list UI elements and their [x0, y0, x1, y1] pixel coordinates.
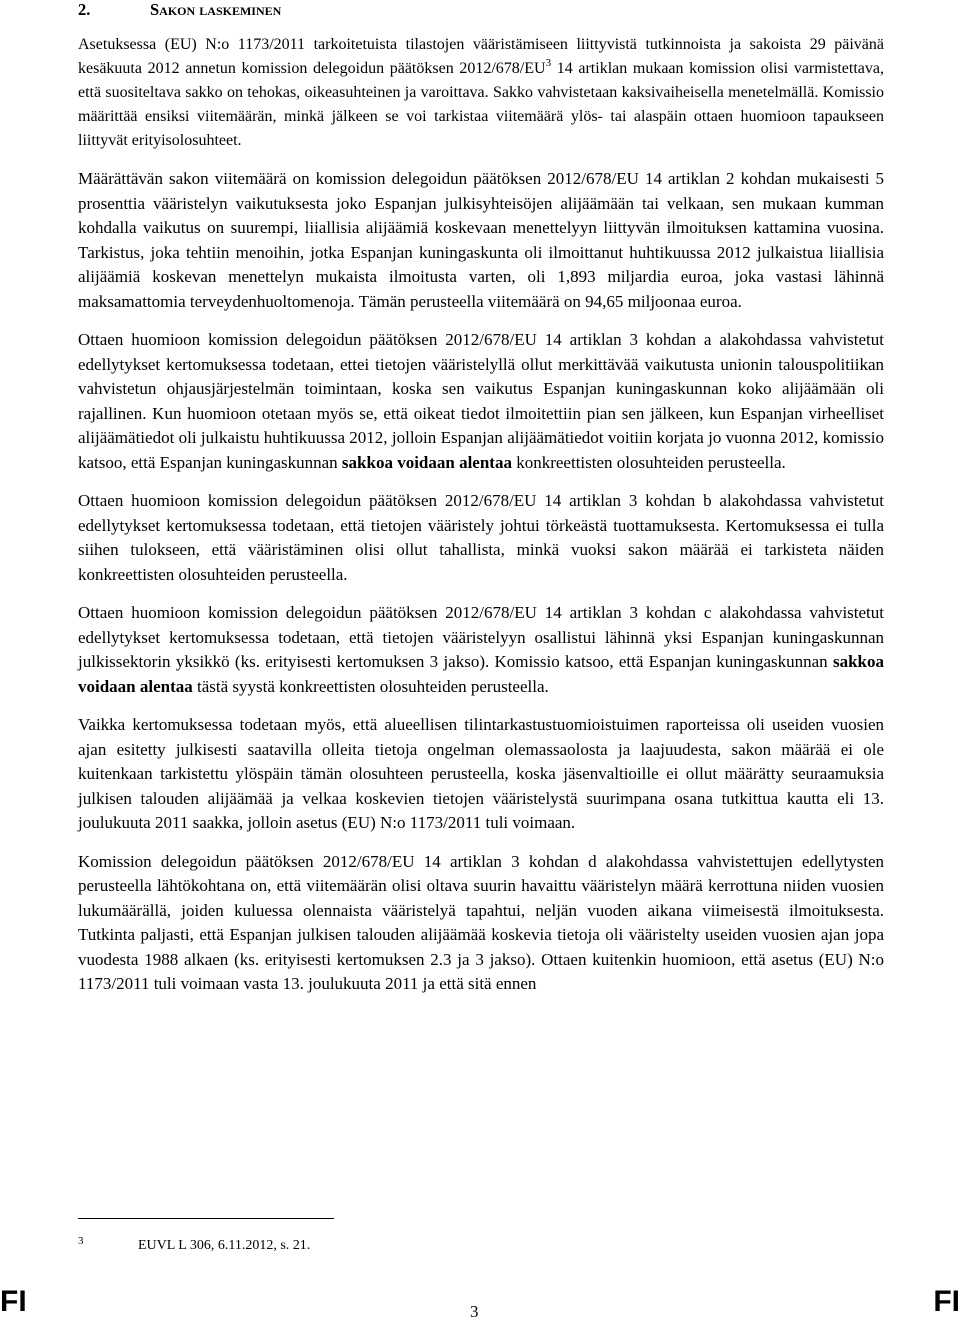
footnote-number: 3: [78, 1235, 84, 1247]
paragraph-text: tästä syystä konkreettisten olosuhteiden perusteella.: [192, 676, 549, 696]
paragraph-text: 14 artiklan mukaan komission olisi varmistettava, että suositeltava sakko on tehokas, oikeasuhteinen ja varoittava. Sakko vahvistetaan kaksivaiheisella menetelmällä. Komissio määrittää ensiksi viitemäärän, minkä jälkeen se voi tarkistaa viitemäärä ylös- tai alaspäin ottaen huomioon tapaukseen liittyvät erityisolosuhteet.: [78, 60, 884, 149]
paragraph: [78, 489, 884, 587]
paragraph-text: Vaikka kertomuksessa todetaan myös, että alueellisen tilintarkastustuomioistuimen raporteissa oli useiden vuosien ajan esitetty julkisesti saatavilla olleita tietoja ongelman olemassaolosta ja laajuudesta, sakon määrää ei ole kuitenkaan tarkistettu ylöspäin tämän olosuhteen perusteella, koska jäsenvaltioille ei ollut määrätty seuraamuksia julkisen talouden alijäämää ja velkaa koskevien tietojen vääristelystä suurimpana osana tutkittua kautta eli 13. joulukuuta 2011 saakka, jolloin asetus (EU) N:o 1173/2011 tuli voimaan.: [78, 715, 884, 832]
paragraph-text: Asetuksessa (EU) N:o 1173/2011 tarkoitetuista tilastojen vääristämiseen liittyvistä tutkinnoista ja sakoista 29 päivänä kesäkuuta 2012 annetun komission delegoidun päätöksen 2012/678/EU: [78, 36, 884, 77]
paragraph-text: Komission delegoidun päätöksen 2012/678/EU 14 artiklan 3 kohdan d alakohdassa vahvistettujen edellytysten perusteella lähtökohtana on, että viitemäärän olisi oltava suurin havaittu vääristelyn määrä kerrottuna niiden vuosien lukumäärällä, joiden kuluessa olennaista vääristelyä tapahtui, neljän vuoden aikana viimeisestä ilmoituksesta. Tutkinta paljasti, että Espanjan julkisen talouden alijäämää koskevia tietoja oli vääristelty useiden vuosien ajan jopa vuodesta 1988 alkaen (ks. erityisesti kertomuksen 2.3 ja 3 jakso). Ottaen kuitenkin huomioon, että asetus (EU) N:o 1173/2011 tuli voimaan vasta 13. joulukuuta 2011 ja että sitä ennen: [78, 851, 884, 993]
paragraph-text: Määrättävän sakon viitemäärä on komission delegoidun päätöksen 2012/678/EU 14 artiklan 2 kohdan mukaisesti 5 prosenttia vääristelyn vaikutuksesta joko Espanjan julkisyhteisöjen alijäämään tai velkaan, sen mukaan kumman kohdalla vaikutus on suurempi, liiallisia alijäämiä koskevaan menettelyyn liittyvän ilmoituksen kattamina vuosina. Tarkistus, joka tehtiin menoihin, jotka Espanjan kuningaskunta oli ilmoittanut huhtikuussa 2012 julkaistua liiallisia alijäämiä koskevan menettelyn mukaista ilmoitusta varten, oli 1,893 miljardia euroa, joka vastasi lähinnä maksamattomia terveydenhuoltomenoja. Tämän perusteella viitemäärä on 94,65 miljoonaa euroa.: [78, 169, 884, 311]
paragraph: [78, 328, 884, 475]
paragraph: [78, 713, 884, 836]
paragraph-text: Ottaen huomioon komission delegoidun päätöksen 2012/678/EU 14 artiklan 3 kohdan c alakohdassa vahvistetut edellytykset kertomuksessa todetaan, että tietojen vääristelyyn osallistui lähinnä yksi Espanjan kuningaskunnan julkissektorin yksikkö (ks. erityisesti kertomuksen 3 jakso). Komissio katsoo, että Espanjan kuningaskunnan: [78, 603, 884, 671]
footnote: [78, 1232, 310, 1255]
paragraph-text: Ottaen huomioon komission delegoidun päätöksen 2012/678/EU 14 artiklan 3 kohdan b alakohdassa vahvistetut edellytykset kertomuksessa todetaan, että tietojen vääristely johtui törkeästä tuottamuksesta. Kertomuksessa ei tulla siihen tulokseen, että vääristäminen olisi ollut tahallista, minkä vuoksi sakon määrää ei tarkisteta näiden konkreettisten olosuhteiden perusteella.: [78, 491, 884, 584]
section-number: 2.: [78, 0, 91, 19]
document-body: [78, 33, 884, 1011]
paragraph-text: konkreettisten olosuhteiden perusteella.: [511, 452, 786, 472]
language-code-left: FI: [0, 1285, 27, 1318]
language-code-right: FI: [933, 1285, 960, 1318]
footnote-reference: 3: [545, 57, 552, 69]
paragraph: [78, 601, 884, 699]
paragraph: [78, 167, 884, 314]
footnote-text: EUVL L 306, 6.11.2012, s. 21.: [138, 1238, 311, 1253]
paragraph: [78, 33, 884, 153]
paragraph-text: Ottaen huomioon komission delegoidun päätöksen 2012/678/EU 14 artiklan 3 kohdan a alakohdassa vahvistetut edellytykset kertomuksessa todetaan, ettei tietojen vääristelyllä ollut merkittävää vaikutusta unionin talouspolitiikan vahvistetun ohjausjärjestelmän toimintaan, koska sen vaikutus Espanjan kuningaskunnan koko alijäämään oli rajallinen. Kun huomioon otetaan myös se, että oikeat tiedot ilmoitettiin pian sen jälkeen, kun Espanjan virheelliset alijäämätiedot oli julkaistu huhtikuussa 2012, jolloin Espanjan alijäämätiedot voitiin korjata jo vuonna 2012, komissio katsoo, että Espanjan kuningaskunnan: [78, 330, 884, 472]
section-heading: [78, 0, 281, 20]
paragraph: [78, 850, 884, 997]
footnote-separator: [78, 1218, 334, 1219]
section-title: Sakon laskeminen: [150, 0, 282, 19]
bold-text: sakkoa voidaan alentaa: [78, 652, 884, 696]
bold-text: sakkoa voidaan alentaa: [341, 452, 512, 472]
page-number: 3: [470, 1302, 479, 1321]
